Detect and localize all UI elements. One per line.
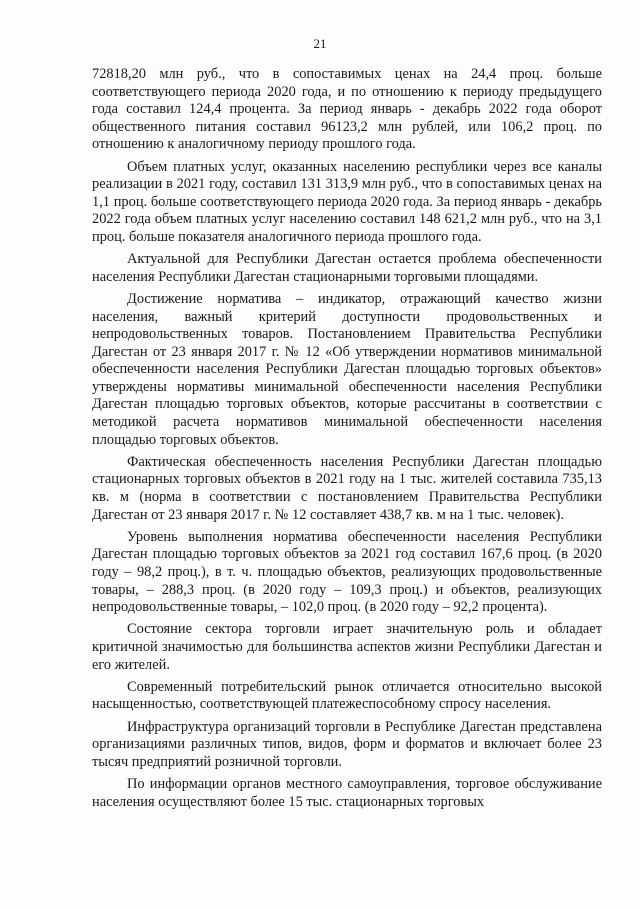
- paragraph-4: Достижение норматива – индикатор, отражающий качество жизни населения, важный критерий доступности продовольственных и непродовольственных товаров. Постановлением Правительства Республики Дагестан от 23 января 2017 г. № 12 «Об утверждении нормативов минимальной обеспеченности населения Республики Дагестан площадью торговых объектов» утверждены нормативы минимальной обеспеченности населения Республики Дагестан площадью торговых объектов, которые рассчитаны в соответствии с методикой расчета нормативов минимальной обеспеченности населения площадью торговых объектов.: [92, 290, 602, 448]
- page-number: 21: [313, 36, 327, 51]
- paragraph-3: Актуальной для Республики Дагестан остается проблема обеспеченности населения Республики Дагестан стационарными торговыми площадями.: [92, 251, 602, 285]
- paragraph-7: Состояние сектора торговли играет значительную роль и обладает критичной значимостью для большинства аспектов жизни Республики Дагестан и его жителей.: [92, 621, 602, 673]
- paragraph-2: Объем платных услуг, оказанных населению республики через все каналы реализации в 2021 году, составил 131 313,9 млн руб., что в сопоставимых ценах на 1,1 проц. больше соответствующего периода 2020 года. За период январь - декабрь 2022 года объем платных услуг населению составил 148 621,2 млн руб., что на 3,1 проц. больше показателя аналогичного периода прошлого года.: [92, 158, 602, 245]
- paragraph-1: 72818,20 млн руб., что в сопоставимых ценах на 24,4 проц. больше соответствующего периода 2020 года, и по отношению к периоду предыдущего года составил 124,4 процента. За период январь - декабрь 2022 года оборот общественного питания составил 96123,2 млн рублей, или 106,2 проц. по отношению к аналогичному периоду прошлого года.: [92, 66, 602, 153]
- paragraph-5: Фактическая обеспеченность населения Республики Дагестан площадью стационарных торговых объектов в 2021 году на 1 тыс. жителей составила 735,13 кв. м (норма в соответствии с постановлением Правительства Республики Дагестан от 23 января 2017 г. № 12 составляет 438,7 кв. м на 1 тыс. человек).: [92, 453, 602, 523]
- paragraph-6: Уровень выполнения норматива обеспеченности населения Республики Дагестан площадью торговых объектов за 2021 год составил 167,6 проц. (в 2020 году – 98,2 проц.), в т. ч. площадью объектов, реализующих продовольственные товары, – 288,3 проц. (в 2020 году – 109,3 проц.) и объектов, реализующих непродовольственные товары, – 102,0 проц. (в 2020 году – 92,2 процента).: [92, 528, 602, 616]
- document-body: [92, 66, 602, 816]
- paragraph-8: Современный потребительский рынок отличается относительно высокой насыщенностью, соответствующей платежеспособному спросу населения.: [92, 678, 602, 713]
- paragraph-9: Инфраструктура организаций торговли в Республике Дагестан представлена организациями различных типов, видов, форм и форматов и включает более 23 тысяч предприятий розничной торговли.: [92, 718, 602, 770]
- paragraph-10: По информации органов местного самоуправления, торговое обслуживание населения осуществляют более 15 тыс. стационарных торговых: [92, 775, 602, 810]
